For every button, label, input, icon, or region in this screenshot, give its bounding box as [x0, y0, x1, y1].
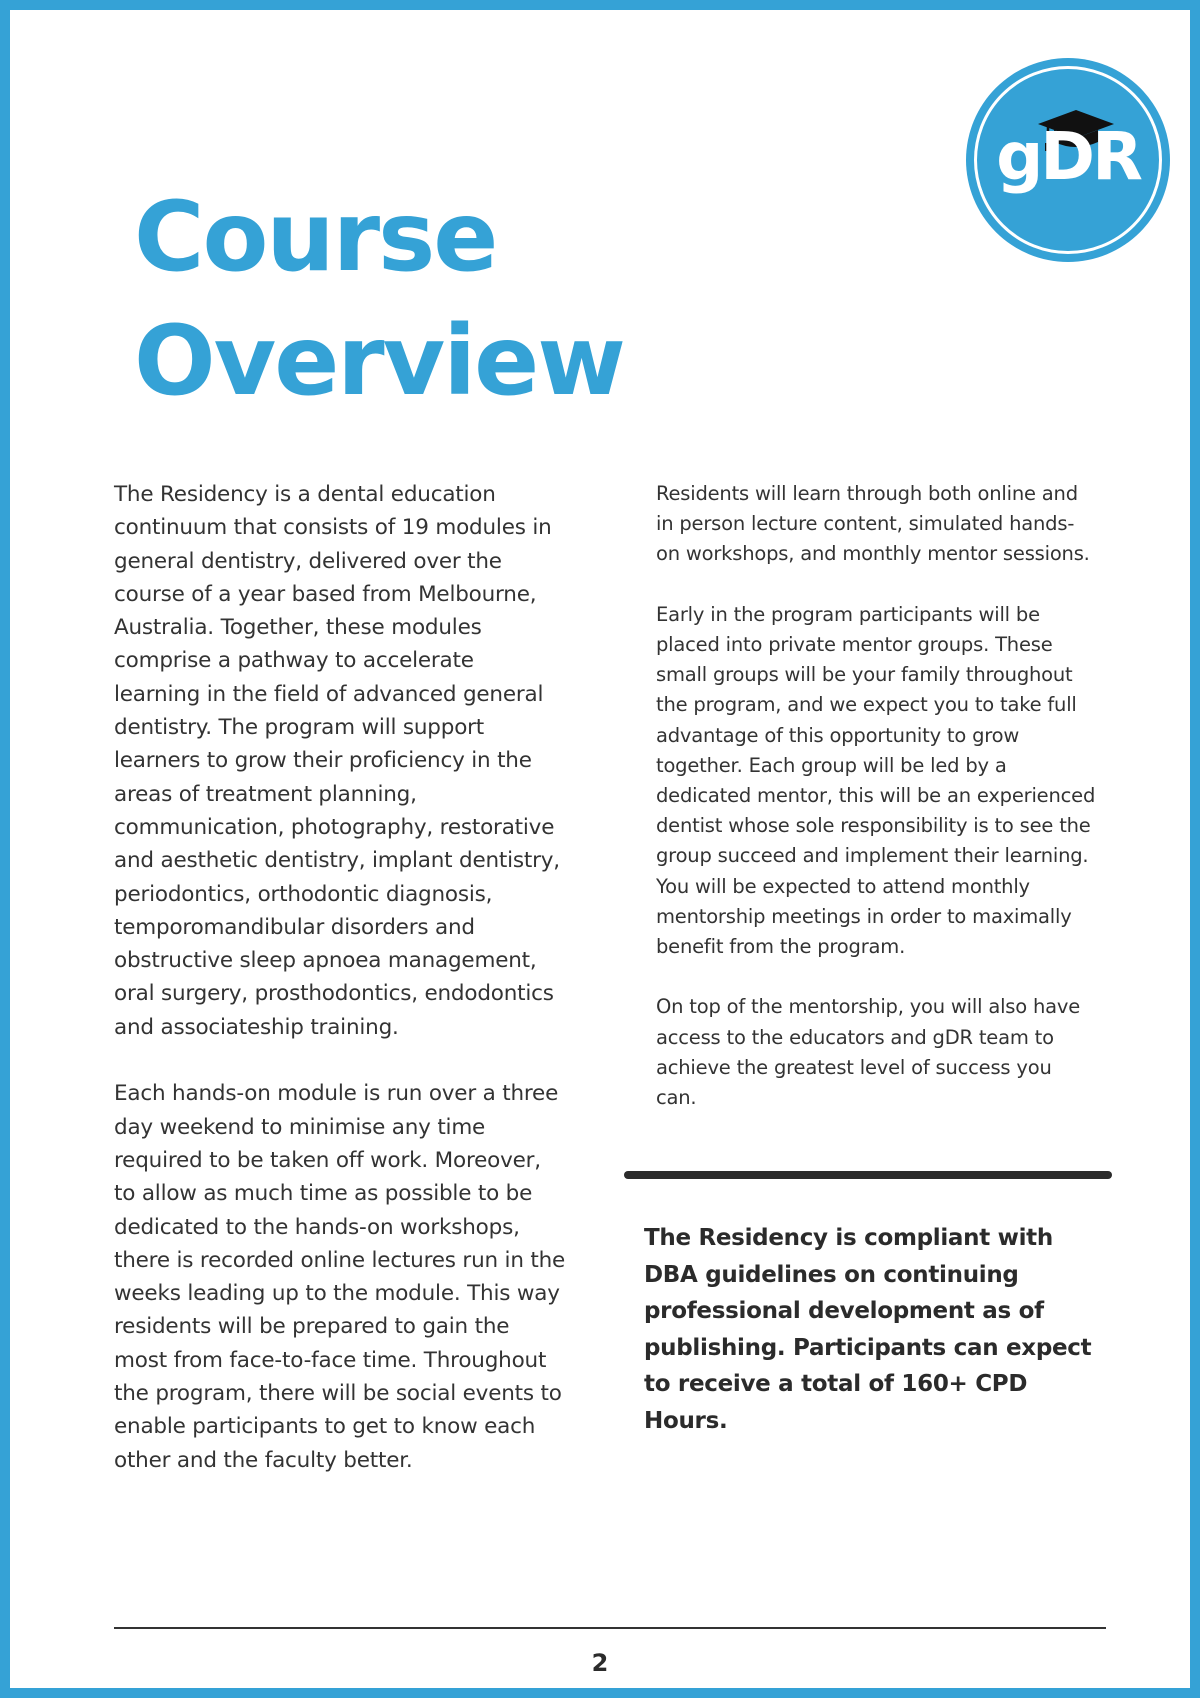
title-line-1: Course	[134, 181, 497, 293]
right-paragraph-2: Early in the program participants will be placed into private mentor groups. These small groups will be your family throughout the program, and we expect you to take full advantage of this opportunity to grow together. Each group will be led by a dedicated mentor, this will be an experienced dentist whose sole responsibility is to see the group succeed and implement their learning. You will be expected to attend monthly mentorship meetings in order to maximally benefit from the program.	[656, 602, 1096, 959]
gdr-logo	[966, 58, 1170, 262]
left-paragraph-1: The Residency is a dental education continuum that consists of 19 modules in general dentistry, delivered over the course of a year based from Melbourne, Australia. Together, these modules comprise a pathway to accelerate learning in the field of advanced general dentistry. The program will support learners to grow their proficiency in the areas of treatment planning, communication, photography, restorative and aesthetic dentistry, implant dentistry, periodontics, orthodontic diagnosis, temporomandibular disorders and obstructive sleep apnoea management, oral surgery, prosthodontics, endodontics and associateship training.	[114, 482, 560, 1040]
right-paragraph-1: Residents will learn through both online and in person lecture content, simulated hands-on workshops, and monthly mentor sessions.	[656, 482, 1090, 566]
right-paragraph-3: On top of the mentorship, you will also have access to the educators and gDR team to achieve the greatest level of success you can.	[656, 995, 1081, 1110]
section-divider	[624, 1171, 1112, 1179]
footer-divider	[114, 1627, 1106, 1629]
title-line-2: Overview	[134, 305, 624, 417]
left-paragraph-2: Each hands-on module is run over a three day weekend to minimise any time required to be taken off work. Moreover, to allow as much time as possible to be dedicated to the hands-on workshops, there is recorded online lectures run in the weeks leading up to the module. This way residents will be prepared to gain the most from face-to-face time. Throughout the program, there will be social events to enable participants to get to know each other and the faculty better.	[114, 1081, 566, 1473]
compliance-note: The Residency is compliant with DBA guidelines on continuing professional development as of publishing. Participants can expect to receive a total of 160+ CPD Hours.	[644, 1225, 1092, 1434]
page-title	[134, 175, 624, 423]
right-column	[656, 479, 1098, 1143]
page-number: 2	[591, 1649, 609, 1677]
left-column	[114, 478, 566, 1510]
logo-text: gDR	[996, 118, 1140, 195]
